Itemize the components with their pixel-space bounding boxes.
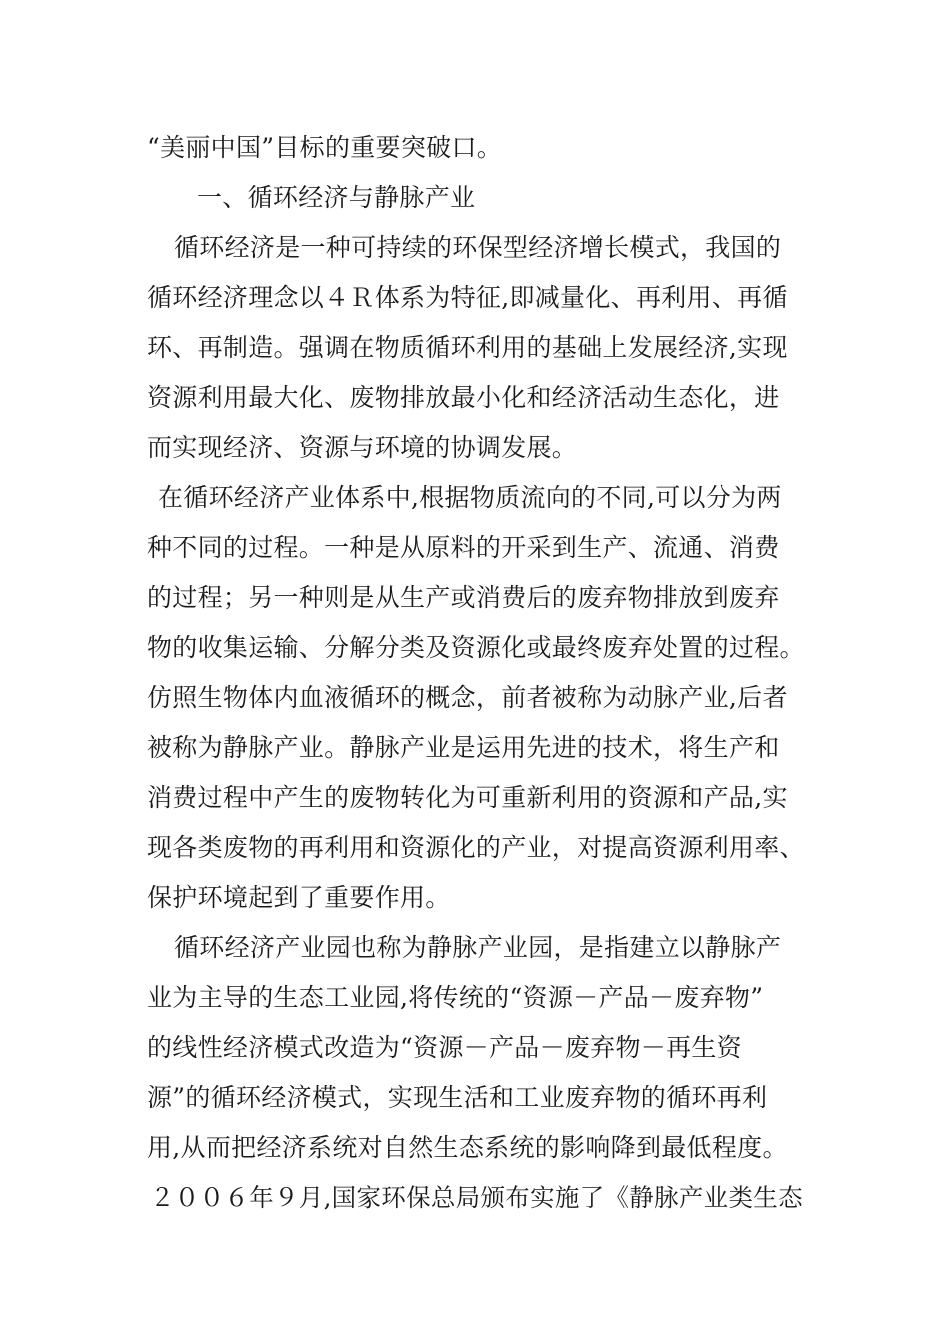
text-line: 在循环经济产业体系中,根据物质流向的不同,可以分为两 — [158, 483, 782, 512]
text-line: 现各类废物的再利用和资源化的产业，对提高资源利用率、 — [147, 833, 805, 862]
section-heading: 一、循环经济与静脉产业 — [197, 183, 476, 212]
text-line: 种不同的过程。一种是从原料的开采到生产、流通、消费 — [147, 533, 780, 562]
text-line: 源”的循环经济模式，实现生活和工业废弃物的循环再利 — [147, 1083, 768, 1112]
text-line: 仿照生物体内血液循环的概念，前者被称为动脉产业,后者 — [147, 683, 788, 712]
text-line: “美丽中国”目标的重要突破口。 — [147, 133, 503, 162]
text-line: 的线性经济模式改造为“资源－产品－废弃物－再生资 — [147, 1033, 742, 1062]
text-line: 业为主导的生态工业园,将传统的“资源－产品－废弃物” — [147, 983, 764, 1012]
text-line: 循环经济理念以４Ｒ体系为特征,即减量化、再利用、再循 — [147, 283, 788, 312]
text-line: 消费过程中产生的废物转化为可重新利用的资源和产品,实 — [147, 783, 788, 812]
text-line: ２００６年９月,国家环保总局颁布实施了《静脉产业类生态 — [150, 1183, 803, 1212]
text-line: 的过程；另一种则是从生产或消费后的废弃物排放到废弃 — [147, 583, 780, 612]
text-line: 循环经济产业园也称为静脉产业园，是指建立以静脉产 — [174, 933, 782, 962]
text-line: 用,从而把经济系统对自然生态系统的影响降到最低程度。 — [147, 1133, 788, 1162]
text-line: 循环经济是一种可持续的环保型经济增长模式，我国的 — [174, 233, 782, 262]
text-line: 物的收集运输、分解分类及资源化或最终废弃处置的过程。 — [147, 633, 805, 662]
text-line: 资源利用最大化、废物排放最小化和经济活动生态化，进 — [147, 383, 780, 412]
text-line: 被称为静脉产业。静脉产业是运用先进的技术，将生产和 — [147, 733, 780, 762]
text-line: 环、再制造。强调在物质循环利用的基础上发展经济,实现 — [147, 333, 788, 362]
text-line: 保护环境起到了重要作用。 — [147, 883, 451, 912]
text-line: 而实现经济、资源与环境的协调发展。 — [147, 433, 578, 462]
